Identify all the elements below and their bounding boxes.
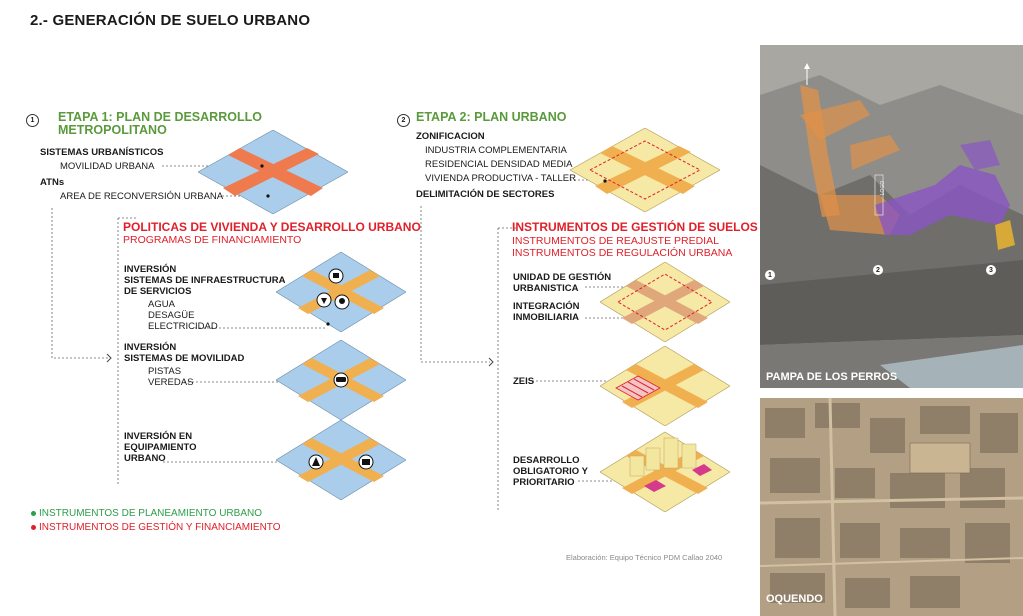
unit-line: URBANISTICA: [513, 283, 579, 294]
inv1-item: AGUA: [148, 299, 175, 310]
policies-title: POLITICAS DE VIVIENDA Y DESARROLLO URBANO: [123, 220, 421, 234]
legend-planning: [31, 508, 262, 519]
dev-heading: [513, 455, 588, 488]
instruments-subtitle2: INSTRUMENTOS DE REGULACIÓN URBANA: [512, 247, 733, 259]
inv2-item: PISTAS: [148, 366, 182, 377]
integration-line: INMOBILIARIA: [513, 312, 579, 323]
zoning-item: RESIDENCIAL DENSIDAD MEDIA: [425, 159, 573, 170]
inv2-item: VEREDAS: [148, 377, 194, 388]
inv2-line1: INVERSIÓN: [124, 342, 177, 353]
unit-heading: [513, 272, 611, 294]
stage1-title-line2: METROPOLITANO: [58, 123, 167, 137]
unit-tile: [600, 262, 730, 342]
inv1-items: [148, 299, 218, 332]
inv1-line3: DE SERVICIOS: [124, 286, 192, 297]
credit: Elaboración: Equipo Técnico PDM Callao 2040: [566, 553, 723, 562]
dev-line: PRIORITARIO: [513, 477, 575, 488]
inv2-items: [148, 366, 193, 388]
aerial-city-graphic: [760, 398, 1023, 616]
inv1-line1: INVERSIÓN: [124, 264, 177, 275]
inv1-item: ELECTRICIDAD: [148, 321, 218, 332]
stage2-number: 2: [397, 114, 410, 127]
unit-line: UNIDAD DE GESTIÓN: [513, 272, 612, 283]
page-title: 2.- GENERACIÓN DE SUELO URBANO: [30, 12, 311, 29]
integration-line: INTEGRACIÓN: [513, 301, 580, 312]
inv2-tile: [276, 340, 406, 420]
sectors-heading: DELIMITACIÓN DE SECTORES: [416, 189, 555, 200]
dev-tile: [600, 420, 730, 512]
integration-heading: [513, 301, 580, 323]
dev-line: OBLIGATORIO Y: [513, 466, 588, 477]
inv1-heading: [124, 264, 286, 297]
zoning-item: VIVIENDA PRODUCTIVA - TALLER: [425, 173, 576, 184]
dev-line: DESARROLLO: [513, 455, 580, 466]
legend-management-label: INSTRUMENTOS DE GESTIÓN Y FINANCIAMIENTO: [39, 522, 281, 533]
atn-item: AREA DE RECONVERSIÓN URBANA: [60, 191, 224, 202]
zeis-tile: [600, 346, 730, 426]
stage1-number: 1: [26, 114, 39, 127]
instruments-title: INSTRUMENTOS DE GESTIÓN DE SUELOS: [512, 220, 758, 234]
inv3-line: INVERSIÓN EN: [124, 431, 193, 442]
inv2-line2: SISTEMAS DE MOVILIDAD: [124, 353, 245, 364]
inv3-line: URBANO: [124, 453, 166, 464]
policies-subtitle: PROGRAMAS DE FINANCIAMIENTO: [123, 234, 302, 246]
instruments-subtitle1: INSTRUMENTOS DE REAJUSTE PREDIAL: [512, 235, 719, 247]
aerial-photo-top: [760, 45, 1023, 388]
photo-label-bottom: OQUENDO: [766, 593, 823, 605]
zoning-heading: ZONIFICACION: [416, 131, 485, 142]
aerial-photo-bottom: [760, 398, 1023, 616]
map-number: 3: [986, 265, 996, 275]
legend-dot-icon: [31, 525, 36, 530]
legend-planning-label: INSTRUMENTOS DE PLANEAMIENTO URBANO: [39, 508, 262, 519]
zeis-label: ZEIS: [513, 376, 535, 387]
zoning-item: INDUSTRIA COMPLEMENTARIA: [425, 145, 567, 156]
systems-item: MOVILIDAD URBANA: [60, 161, 155, 172]
stage2-title: ETAPA 2: PLAN URBANO: [416, 110, 567, 124]
atn-heading: ATNs: [40, 177, 65, 188]
stage1-tile: [198, 130, 348, 214]
inv3-tile: [276, 420, 406, 500]
map-number: 2: [873, 265, 883, 275]
legend-dot-icon: [31, 511, 36, 516]
legend-management: [31, 522, 281, 533]
inv3-line: EQUIPAMIENTO: [124, 442, 197, 453]
inv1-line2: SISTEMAS DE INFRAESTRUCTURA: [124, 275, 286, 286]
stage1-title-line1: ETAPA 1: PLAN DE DESARROLLO: [58, 110, 262, 124]
stage2-tile: [570, 128, 720, 212]
systems-heading: SISTEMAS URBANÍSTICOS: [40, 147, 164, 158]
map-number: 1: [765, 270, 775, 280]
inv3-heading: [124, 431, 197, 464]
inv1-tile: [276, 252, 406, 332]
inv1-item: DESAGÜE: [148, 310, 195, 321]
inv2-heading: [124, 342, 244, 364]
map-tag: LOGO: [880, 180, 887, 196]
aerial-map-graphic: [760, 45, 1023, 388]
photo-label-top: PAMPA DE LOS PERROS: [766, 371, 898, 383]
